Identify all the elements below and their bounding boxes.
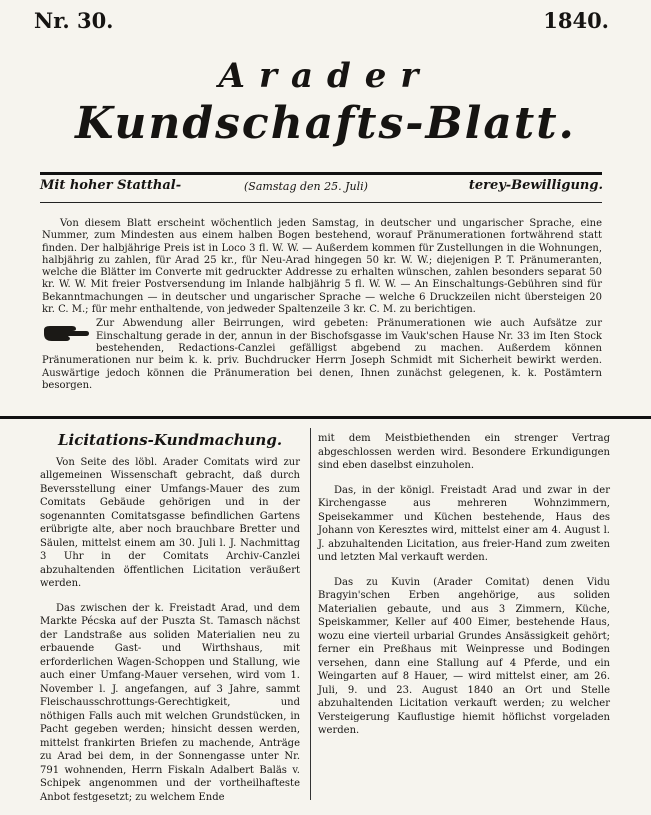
right-paragraph-1: mit dem Meistbiethenden ein strenger Vertrag abgeschlossen werden wird. Besondere Erkundigungen sind eben daselbst einzuholen. (318, 433, 610, 471)
right-paragraph-3: Das zu Kuvin (Arader Comitat) denen Vidu Bragyin'schen Erben angehörige, aus soliden Materialien gebaute, und aus 3 Zimmern, Küche, Speiskammer, Keller auf 400 Eimer, bestehende Haus, wozu eine vierteil urbarial Grundes Ansässigkeit gehört; ferner ein Preßhaus mit Weinpresse und Bodingen versehen, dann eine Stallung auf 4 Pferde, und ein Weingarten auf 8 Hauer, — wird mittelst einer, am 26. Juli, 9. und 23. August 1840 an Ort und Stelle abzuhaltenden Licitation verkauft werden; zu welcher Versteigerung Kauflustige hiemit höflichst vorgeladen werden. (318, 576, 610, 736)
right-column (318, 432, 610, 749)
issue-number: Nr. 30. (34, 8, 114, 33)
right-paragraph-2: Das, in der königl. Freistadt Arad und zwar in der Kirchengasse aus mehreren Wohnzimmern, Speisekammer und Küchen bestehende, Haus des Johann von Keresztes wird, mittelst einer am 4. August l. J. abzuhaltenden Licitation, aus freier-Hand zum zweiten und letzten Mal verkauft werden. (318, 484, 610, 563)
intro-paragraph-1: Von diesem Blatt erscheint wöchentlich jeden Samstag, in deutscher und ungarischer Sprache, eine Nummer, zum Mindesten aus einem halben Bogen bestehend, worauf Pränumerationen fortwährend statt finden. Der halbjährige Preis ist in Loco 3 fl. W. W. — Außerdem kommen für Zustellungen in die Wohnungen, halbjährig zu zahlen, für Arad 25 kr., für Neu-Arad hingegen 50 kr. W. W.; diejenigen P. T. Pränumeranten, welche die Blätter im Converte mit gedruckter Addresse zu erhalten wünschen, zahlen besonders separat 50 kr. W. W. Mit freier Postversendung im Inlande halbjährig 5 fl. W. W. — An Einschaltungs-Gebühren sind für Bekanntmachungen — in deutscher und ungarischer Sprache — welche 6 Druckzeilen nicht übersteigen 20 kr. C. M.; für mehr enthaltende, von jedweder Spaltenzeile 3 kr. C. M. zu berichtigen. (42, 218, 602, 316)
licitation-paragraph-2: Das zwischen der k. Freistadt Arad, und dem Markte Pécska auf der Puszta St. Tamasch nächst der Landstraße aus soliden Materialien neu zu erbauende Gast- und Wirthshaus, mit erforderlichen Wagen-Schoppen und Stallung, wie auch einer Umfang-Mauer versehen, wird vom 1. November l. J. angefangen, auf 3 Jahre, sammt Fleischausschrottungs-Gerechtigkeit, und nöthigen Falls auch mit welchen Grundstücken, in Pacht gegeben werden; hinsicht dessen werden, mittelst frankirten Briefen zu machende, Anträge zu Arad bei dem, in der Sonnengasse unter Nr. 791 wohnenden, Herrn Fiskaln Adalbert Baläs v. Schipek angenommen und der vortheilhafteste Anbot festgesetzt; zu welchem Ende (40, 602, 300, 803)
section-rule (0, 416, 651, 419)
licitation-paragraph-1: Von Seite des löbl. Arader Comitats wird zur allgemeinen Wissenschaft gebracht, daß durch Beversstellung einer Umfangs-Mauer des zum Comitats Gebäude gehörigen und in der sogenannten Comitatsgasse befindlichen Gartens erübrigte alte, aber noch brauchbare Bretter und Säulen, mittelst einem am 30. Juli l. J. Nachmittag 3 Uhr in der Comitats Archiv-Canzlei abzuhaltenden öffentlichen Licitation veräußert werden. (40, 456, 300, 589)
subtitle-date: (Samstag den 25. Juli) (244, 180, 368, 193)
page-title: Kundschafts-Blatt. (75, 98, 576, 149)
title-top: Arader (218, 56, 433, 96)
intro-paragraph-2: Zur Abwendung aller Beirrungen, wird gebeten: Pränumerationen wie auch Aufsätze zur Einschaltung gerade in der, annun in der Bischofsgasse im Vauk'schen Hause Nr. 33 im Iten Stock bestehenden, Redactions-Canzlei gefälligst abgebend zu machen. Außerdem können Pränumerationen nur beim k. k. priv. Buchdrucker Herrn Joseph Schmidt mit Sicherheit bewirkt werden. Auswärtige jedoch können die Pränumeration bei denen, Ihnen zunächst gelegenen, k. k. Postämtern besorgen. (42, 318, 602, 391)
pointing-hand-icon (42, 320, 90, 344)
left-column (40, 431, 300, 815)
subtitle-right: terey-Bewilligung. (468, 178, 603, 193)
intro-block (42, 218, 602, 392)
subtitle-rule (40, 202, 602, 203)
column-divider (310, 428, 311, 800)
intro-paragraph-2-wrap (42, 318, 602, 392)
issue-year: 1840. (543, 8, 609, 33)
subtitle-left: Mit hoher Statthal- (40, 178, 182, 193)
title-rule (40, 172, 602, 175)
licitation-heading: Licitations-Kundmachung. (57, 431, 283, 449)
